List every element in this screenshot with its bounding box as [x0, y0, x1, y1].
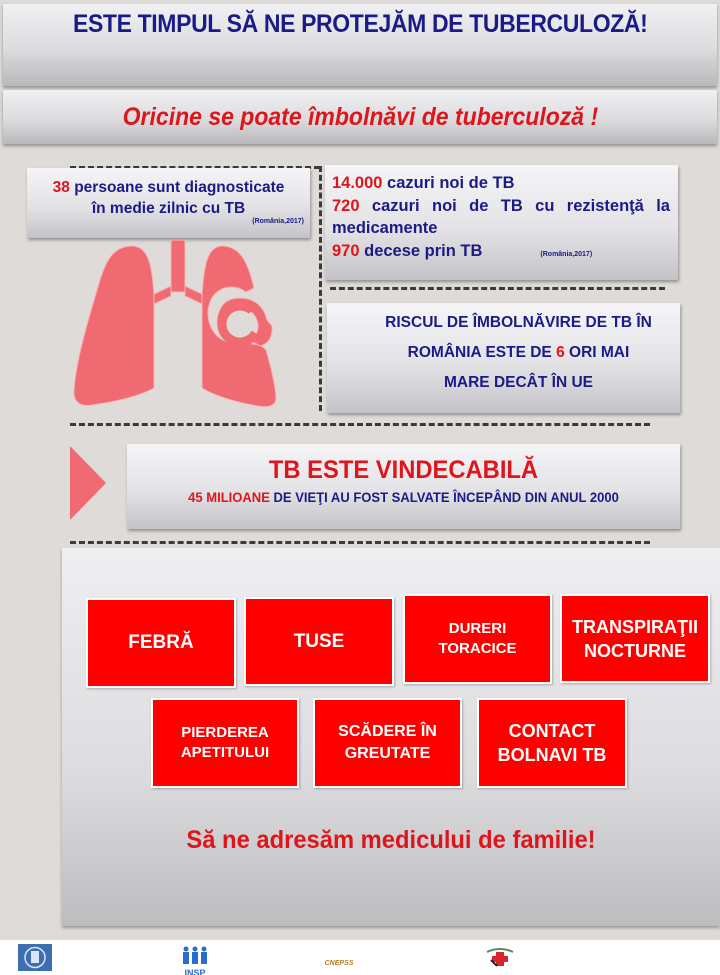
page-title: ESTE TIMPUL SĂ NE PROTEJĂM DE TUBERCULOZĂ!: [72, 10, 648, 38]
risk-multiplier: 6: [556, 344, 565, 361]
symptom-night-sweats: TRANSPIRAŢII NOCTURNE: [560, 594, 710, 683]
symptom-cough: TUSE: [244, 597, 394, 686]
curable-card: [127, 444, 680, 529]
symptom-fever: FEBRĂ: [86, 598, 236, 688]
yearly-stats-card: [325, 165, 678, 280]
daily-cases-number: 38: [52, 179, 70, 196]
risk-line-3: MARE DECÂT ÎN UE: [444, 374, 593, 391]
partner-logos: [0, 940, 720, 975]
dashed-divider-vertical: [319, 166, 322, 411]
stat-row-resistant-cases: 720 cazuri noi de TB cu rezistenţă la: [332, 196, 670, 215]
dashed-divider: [70, 423, 650, 426]
insp-people-icon: [180, 946, 210, 964]
symptoms-panel: [62, 548, 720, 926]
ministry-of-health-logo-icon: [18, 944, 52, 971]
symptom-weight-loss: SCĂDERE ÎN GREUTATE: [313, 698, 462, 788]
daily-cases-text: persoane sunt diagnosticate: [69, 179, 285, 196]
red-cross-logo-icon: [485, 948, 515, 968]
stat-row-resistant-cases-cont: medicamente: [332, 219, 438, 237]
curable-title: TB ESTE VINDECABILĂ: [268, 456, 539, 484]
symptom-chest-pain: DURERI TORACICE: [403, 594, 552, 684]
call-to-action: Să ne adresăm medicului de familie!: [186, 826, 596, 854]
daily-cases-card: [27, 168, 310, 238]
triangle-arrow-icon: [70, 446, 106, 520]
daily-cases-text-2: în medie zilnic cu TB: [91, 200, 246, 217]
risk-line-2: ROMÂNIA ESTE DE 6 ORI MAI: [407, 344, 630, 361]
curable-subtitle: 45 MILIOANE DE VIEŢI AU FOST SALVATE ÎNCEPÂND DIN ANUL 2000: [188, 489, 619, 505]
symptom-appetite-loss: PIERDEREA APETITULUI: [151, 698, 299, 788]
risk-line-1: RISCUL DE ÎMBOLNĂVIRE DE TB ÎN: [385, 314, 652, 331]
risk-card: [327, 303, 680, 413]
dashed-divider: [330, 287, 665, 290]
cnepss-logo: CNEPSS: [324, 960, 354, 967]
dashed-divider: [70, 541, 650, 544]
title-banner: [3, 4, 717, 86]
lungs-icon: [70, 240, 294, 408]
stat-row-new-cases: 14.000 cazuri noi de TB: [332, 174, 515, 192]
source-note: (România,2017): [252, 218, 304, 225]
stat-row-deaths: 970 decese prin TB (România,2017): [332, 241, 593, 260]
page-subtitle: Oricine se poate îmbolnăvi de tuberculoză !: [122, 102, 598, 131]
insp-logo: INSP: [180, 946, 210, 974]
source-note: (România,2017): [540, 250, 593, 258]
subtitle-banner: [3, 90, 717, 144]
symptom-tb-contact: CONTACT BOLNAVI TB: [477, 698, 627, 788]
